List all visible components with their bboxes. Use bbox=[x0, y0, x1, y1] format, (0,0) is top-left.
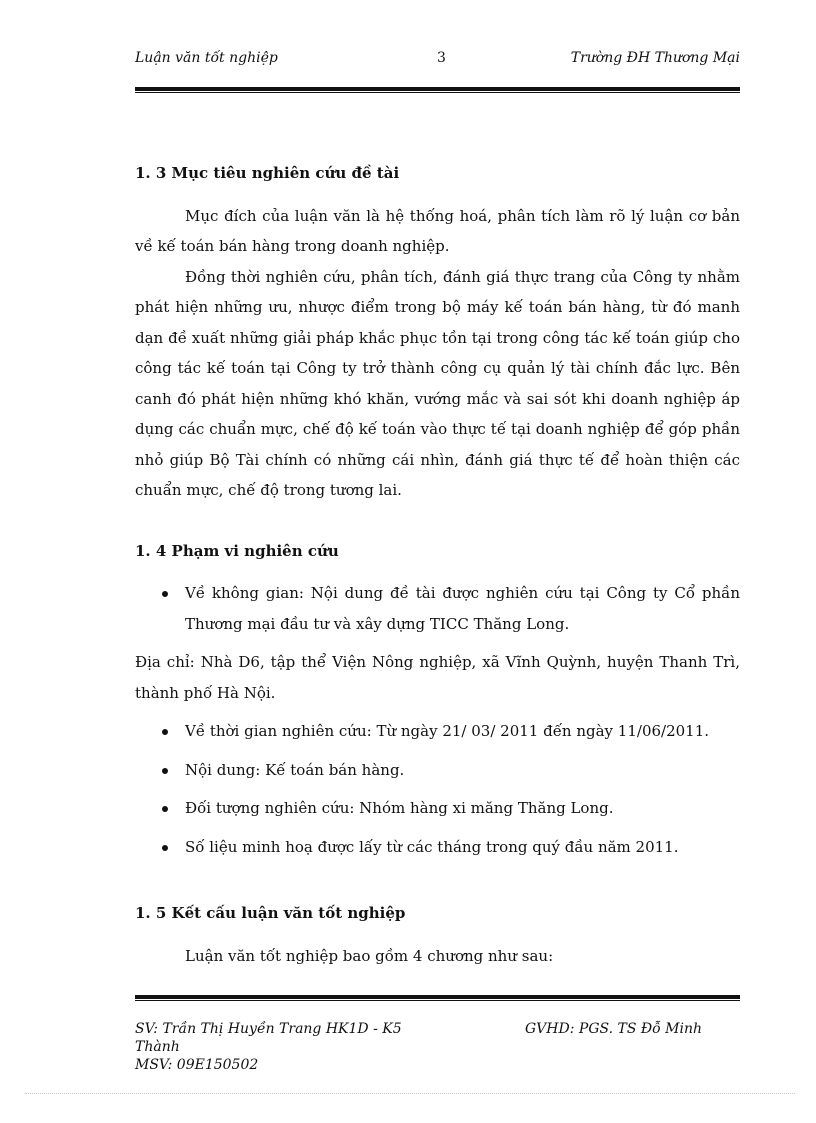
header-thesis-label: Luận văn tốt nghiệp bbox=[135, 50, 278, 66]
footer-advisor-cont: Thành bbox=[135, 1039, 180, 1055]
list-item bbox=[135, 755, 740, 786]
page-header bbox=[135, 50, 740, 70]
paragraph: Luận văn tốt nghiệp bao gồm 4 chương như sau: bbox=[185, 946, 554, 965]
bullet-list bbox=[135, 716, 740, 862]
footer-advisor: GVHD: PGS. TS Đỗ Minh bbox=[525, 1021, 703, 1037]
list-item bbox=[135, 578, 740, 639]
header-rule bbox=[135, 87, 740, 93]
list-item-text: Về thời gian nghiên cứu: Từ ngày 21/ 03/ 2011 đến ngày 11/06/2011. bbox=[185, 722, 710, 740]
page-number: 3 bbox=[437, 50, 446, 66]
list-item-text: Đối tượng nghiên cứu: Nhóm hàng xi măng Thăng Long. bbox=[185, 799, 614, 817]
list-item bbox=[135, 716, 740, 747]
list-item-text: Nội dung: Kế toán bán hàng. bbox=[185, 760, 405, 779]
footer-rule bbox=[135, 995, 740, 1001]
list-item bbox=[135, 793, 740, 824]
list-item bbox=[135, 832, 740, 863]
footer-student: SV: Trần Thị Huyền Trang HK1D - K5 bbox=[135, 1021, 402, 1037]
bullet-icon bbox=[162, 845, 168, 851]
section-heading-1-4: 1. 4 Phạm vi nghiên cứu bbox=[135, 541, 339, 560]
list-item-text: Về không gian: Nội dung đề tài được nghiên cứu tại Công ty Cổ phần Thương mại đầu tư và xây dựng TICC Thăng Long. bbox=[185, 584, 740, 633]
paragraph: Mục đích của luận văn là hệ thống hoá, phân tích làm rõ lý luận cơ bản về kế toán bán hàng trong doanh nghiệp. bbox=[135, 206, 740, 255]
section-heading-1-5: 1. 5 Kết cấu luận văn tốt nghiệp bbox=[135, 904, 406, 922]
bullet-icon bbox=[162, 591, 168, 597]
section-heading-1-3: 1. 3 Mục tiêu nghiên cứu đề tài bbox=[135, 164, 400, 182]
header-university: Trường ĐH Thương Mại bbox=[570, 50, 740, 66]
page-bottom-divider bbox=[25, 1093, 795, 1094]
bullet-icon bbox=[162, 806, 168, 812]
list-item-text: Số liệu minh hoạ được lấy từ các tháng trong quý đầu năm 2011. bbox=[185, 837, 679, 856]
footer-student-id: MSV: 09E150502 bbox=[135, 1057, 259, 1073]
bullet-list bbox=[135, 578, 740, 639]
bullet-icon bbox=[162, 729, 168, 735]
bullet-icon bbox=[162, 768, 168, 774]
page-body bbox=[135, 158, 740, 971]
address-paragraph: Địa chỉ: Nhà D6, tập thể Viện Nông nghiệp, xã Vĩnh Quỳnh, huyện Thanh Trì, thành phố Hà Nội. bbox=[135, 653, 740, 702]
paragraph: Đồng thời nghiên cứu, phân tích, đánh giá thực trang của Công ty nhằm phát hiện những ưu, nhược điểm trong bộ máy kế toán bán hàng, từ đó manh dạn đề xuất những giải pháp khắc phục tồn tại trong công tác kế toán giúp cho công tác kế toán tại Công ty trở thành công cụ quản lý tài chính đắc lực. Bên canh đó phát hiện những khó khăn, vướng mắc và sai sót khi doanh nghiệp áp dụng các chuẩn mực, chế độ kế toán vào thực tế tại doanh nghiệp để góp phần nhỏ giúp Bộ Tài chính có những cái nhìn, đánh giá thực tế để hoàn thiện các chuẩn mực, chế độ trong tương lai. bbox=[135, 267, 740, 499]
